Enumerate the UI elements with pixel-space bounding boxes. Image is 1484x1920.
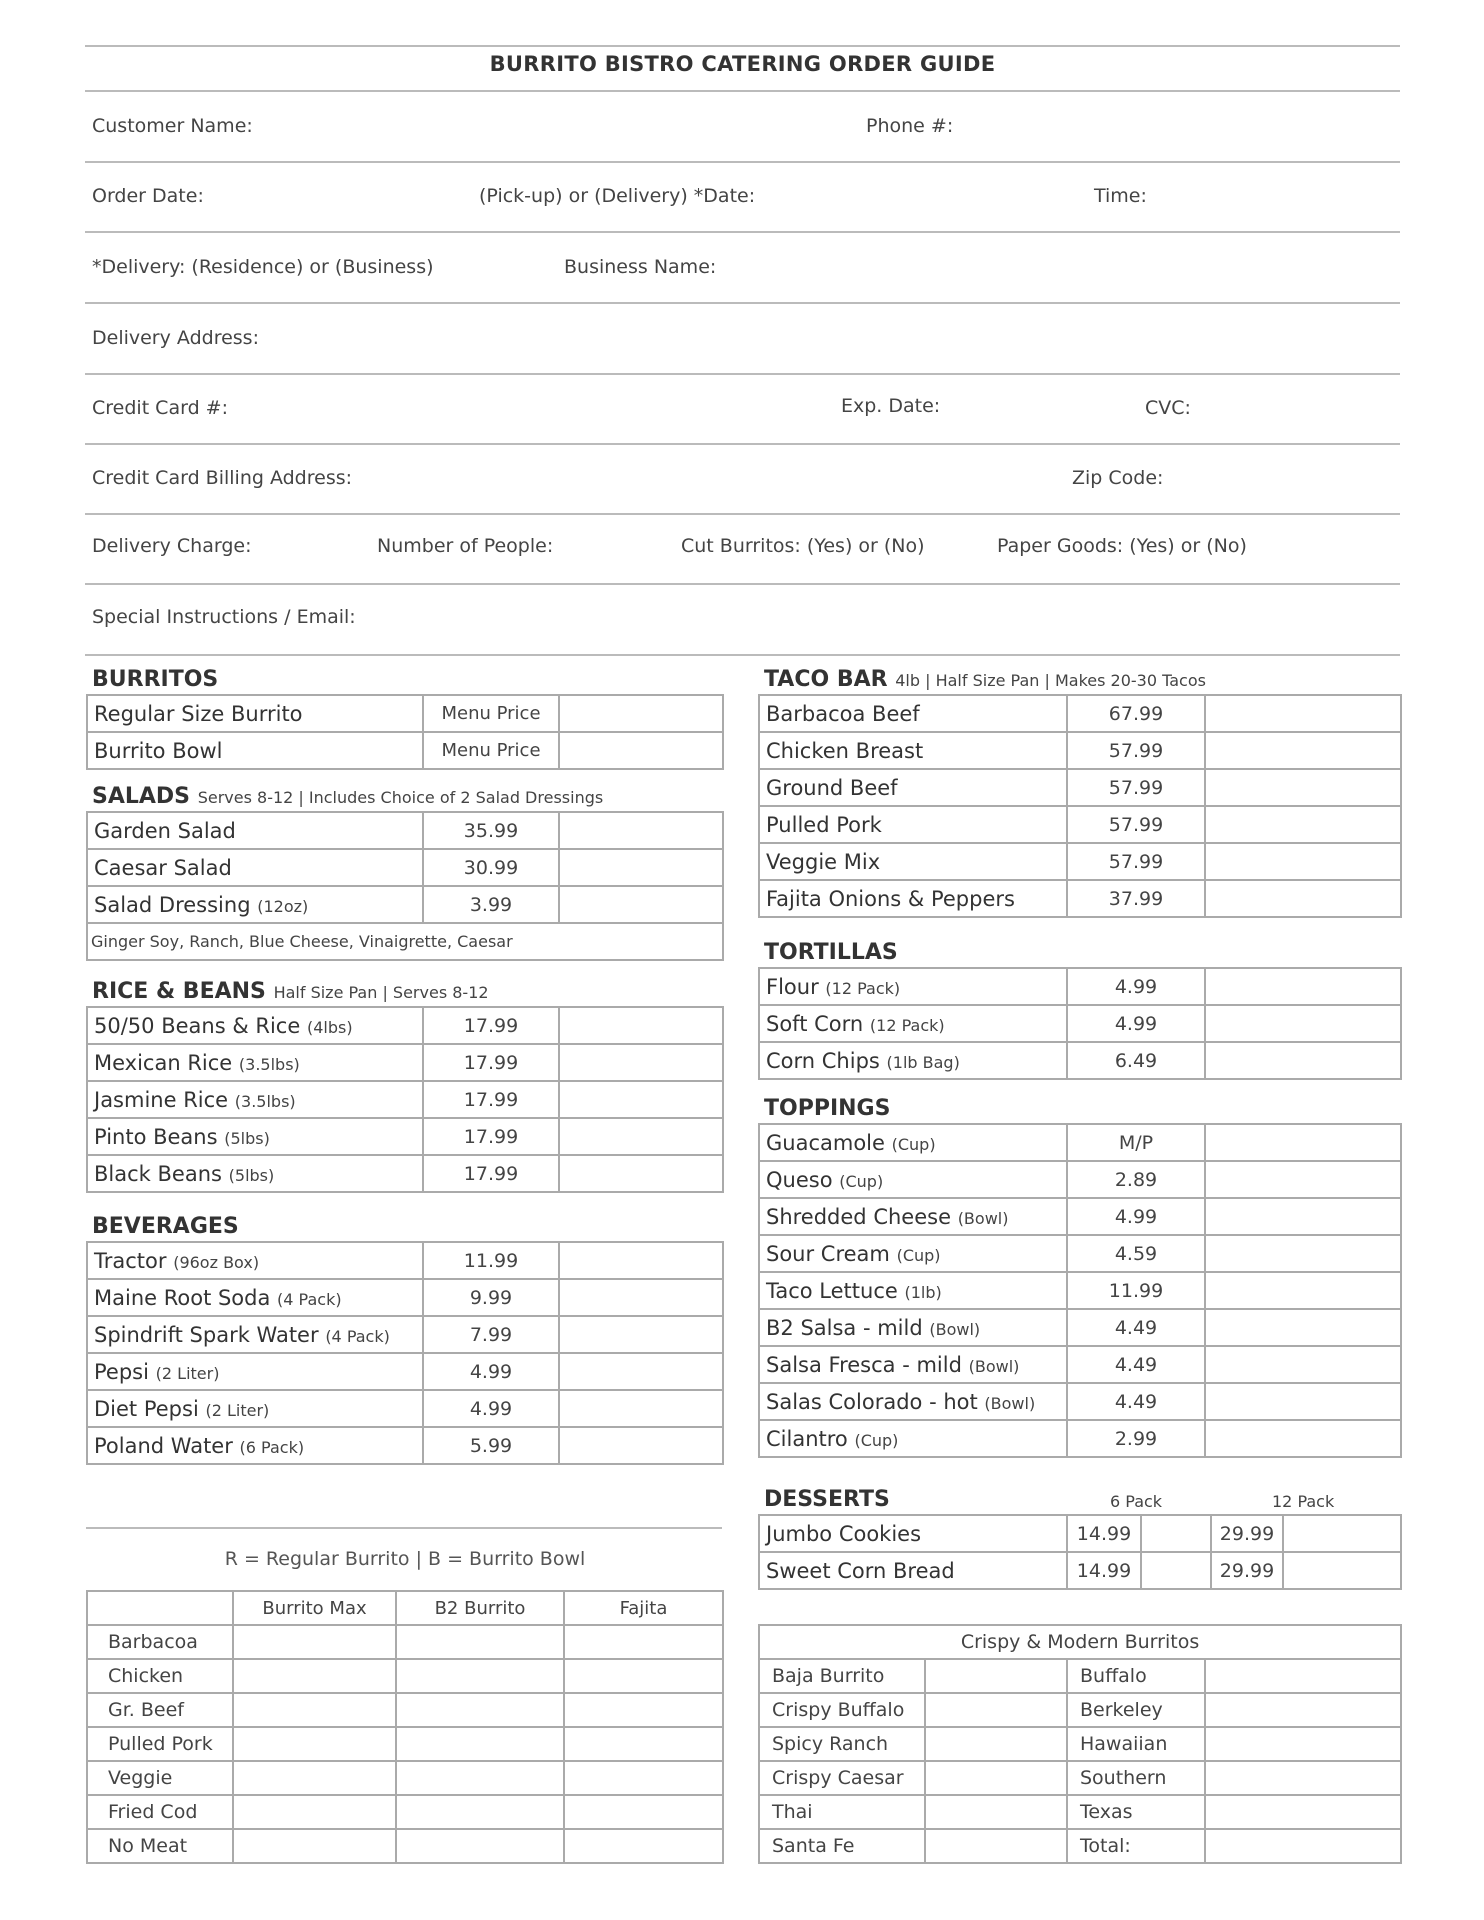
table-row: [87, 1795, 723, 1829]
taco-bar-table: [758, 694, 1402, 918]
item-name: Burrito Bowl: [87, 732, 423, 769]
item-price: 57.99: [1067, 843, 1205, 880]
item-name: Garden Salad: [87, 812, 423, 849]
item-name: Veggie Mix: [759, 843, 1067, 880]
quantity-cell[interactable]: [1205, 1761, 1401, 1795]
twelve-pack-price: 29.99: [1211, 1515, 1283, 1552]
item-price: 4.99: [423, 1390, 559, 1427]
item-price: 5.99: [423, 1427, 559, 1464]
quantity-cell[interactable]: [396, 1761, 564, 1795]
row-label: Gr. Beef: [87, 1693, 233, 1727]
item-price: 4.49: [1067, 1346, 1205, 1383]
item-name: Fajita Onions & Peppers: [759, 880, 1067, 917]
burrito-order-grid: [86, 1590, 724, 1864]
quantity-cell[interactable]: [1141, 1515, 1211, 1552]
quantity-cell[interactable]: [233, 1625, 396, 1659]
table-row: [759, 769, 1401, 806]
table-row: [759, 1383, 1401, 1420]
quantity-cell[interactable]: [396, 1727, 564, 1761]
table-row: [87, 1007, 723, 1044]
quantity-cell[interactable]: [1205, 1042, 1401, 1079]
quantity-cell[interactable]: [233, 1727, 396, 1761]
quantity-cell[interactable]: [396, 1795, 564, 1829]
item-price: 17.99: [423, 1044, 559, 1081]
quantity-cell[interactable]: [564, 1727, 723, 1761]
item-name: Chicken Breast: [759, 732, 1067, 769]
item-price: 4.59: [1067, 1235, 1205, 1272]
salads-table: [86, 811, 724, 961]
item-price: 3.99: [423, 886, 559, 923]
item-price: 57.99: [1067, 806, 1205, 843]
item-name: Regular Size Burrito: [87, 695, 423, 732]
quantity-cell[interactable]: [925, 1693, 1067, 1727]
desserts-section-title: DESSERTS: [764, 1487, 890, 1512]
burrito-name: Hawaiian: [1067, 1727, 1205, 1761]
six-pack-header: 6 Pack: [1110, 1492, 1163, 1511]
quantity-cell[interactable]: [559, 812, 723, 849]
table-row: [87, 695, 723, 732]
table-row: [759, 1124, 1401, 1161]
quantity-cell[interactable]: [396, 1625, 564, 1659]
row-label: Pulled Pork: [87, 1727, 233, 1761]
rule: [85, 654, 1400, 656]
table-row: [759, 1309, 1401, 1346]
burrito-name: Santa Fe: [759, 1829, 925, 1863]
item-name: Ground Beef: [759, 769, 1067, 806]
burrito-legend: R = Regular Burrito | B = Burrito Bowl: [224, 1548, 586, 1570]
item-name: Poland Water (6 Pack): [87, 1427, 423, 1464]
six-pack-price: 14.99: [1067, 1552, 1141, 1589]
item-price: 6.49: [1067, 1042, 1205, 1079]
table-row: [759, 1042, 1401, 1079]
item-name: Sour Cream (Cup): [759, 1235, 1067, 1272]
quantity-cell[interactable]: [1205, 1659, 1401, 1693]
quantity-cell[interactable]: [1205, 1005, 1401, 1042]
crispy-modern-title: Crispy & Modern Burritos: [759, 1625, 1401, 1659]
quantity-cell[interactable]: [559, 1390, 723, 1427]
quantity-cell[interactable]: [559, 1007, 723, 1044]
item-name: Soft Corn (12 Pack): [759, 1005, 1067, 1042]
beverages-section-title: BEVERAGES: [92, 1214, 239, 1239]
table-row: [759, 1161, 1401, 1198]
item-name: Maine Root Soda (4 Pack): [87, 1279, 423, 1316]
table-row: [87, 1693, 723, 1727]
zip-code-label: Zip Code:: [1072, 467, 1164, 489]
column-header: Burrito Max: [233, 1591, 396, 1625]
table-header-row: [759, 1625, 1401, 1659]
item-name: Jumbo Cookies: [759, 1515, 1067, 1552]
quantity-cell[interactable]: [564, 1693, 723, 1727]
rule: [85, 161, 1400, 163]
business-name-label: Business Name:: [564, 256, 717, 278]
table-row: [87, 886, 723, 923]
item-name: Pulled Pork: [759, 806, 1067, 843]
quantity-cell[interactable]: [559, 1081, 723, 1118]
table-row: [759, 968, 1401, 1005]
special-instructions-label: Special Instructions / Email:: [92, 606, 356, 628]
item-name: B2 Salsa - mild (Bowl): [759, 1309, 1067, 1346]
delivery-type-label: *Delivery: (Residence) or (Business): [92, 256, 434, 278]
customer-name-label: Customer Name:: [92, 115, 253, 137]
row-label: Veggie: [87, 1761, 233, 1795]
item-name: Guacamole (Cup): [759, 1124, 1067, 1161]
item-name: Taco Lettuce (1lb): [759, 1272, 1067, 1309]
dressings-note: Ginger Soy, Ranch, Blue Cheese, Vinaigrette, Caesar: [87, 923, 723, 960]
burrito-name: Buffalo: [1067, 1659, 1205, 1693]
item-price: 57.99: [1067, 732, 1205, 769]
burrito-name: Berkeley: [1067, 1693, 1205, 1727]
table-row: [87, 812, 723, 849]
table-row: [759, 1515, 1401, 1552]
paper-goods-label: Paper Goods: (Yes) or (No): [997, 535, 1247, 557]
item-price: 35.99: [423, 812, 559, 849]
pickup-delivery-date-label: (Pick-up) or (Delivery) *Date:: [479, 185, 756, 207]
item-price: 4.99: [1067, 968, 1205, 1005]
table-row: [759, 1005, 1401, 1042]
table-row: [759, 1235, 1401, 1272]
table-row: [87, 1118, 723, 1155]
item-price: Menu Price: [423, 695, 559, 732]
table-row: [87, 923, 723, 960]
rule: [85, 90, 1400, 92]
item-name: 50/50 Beans & Rice (4lbs): [87, 1007, 423, 1044]
quantity-cell[interactable]: [233, 1761, 396, 1795]
quantity-cell[interactable]: [559, 1155, 723, 1192]
quantity-cell[interactable]: [1205, 1346, 1401, 1383]
item-price: 17.99: [423, 1007, 559, 1044]
quantity-cell[interactable]: [1205, 1727, 1401, 1761]
taco-bar-section-title: TACO BAR 4lb | Half Size Pan | Makes 20-30 Tacos: [764, 667, 1206, 692]
item-name: Flour (12 Pack): [759, 968, 1067, 1005]
quantity-cell[interactable]: [925, 1761, 1067, 1795]
item-name: Barbacoa Beef: [759, 695, 1067, 732]
table-row: [759, 843, 1401, 880]
table-row: [759, 1761, 1401, 1795]
item-price: 57.99: [1067, 769, 1205, 806]
burrito-name: Southern: [1067, 1761, 1205, 1795]
quantity-cell[interactable]: [559, 849, 723, 886]
item-price: M/P: [1067, 1124, 1205, 1161]
total-cell[interactable]: [1205, 1829, 1401, 1863]
quantity-cell[interactable]: [559, 1279, 723, 1316]
quantity-cell[interactable]: [564, 1659, 723, 1693]
table-row: [87, 1727, 723, 1761]
delivery-address-label: Delivery Address:: [92, 327, 259, 349]
table-row: [87, 1081, 723, 1118]
quantity-cell[interactable]: [559, 1316, 723, 1353]
table-row: [759, 1346, 1401, 1383]
table-row: [87, 1044, 723, 1081]
item-name: Salsa Fresca - mild (Bowl): [759, 1346, 1067, 1383]
quantity-cell[interactable]: [564, 1761, 723, 1795]
item-price: 37.99: [1067, 880, 1205, 917]
billing-address-label: Credit Card Billing Address:: [92, 467, 353, 489]
header-blank: [87, 1591, 233, 1625]
rule: [85, 302, 1400, 304]
rule: [85, 443, 1400, 445]
table-row: [759, 806, 1401, 843]
item-name: Mexican Rice (3.5lbs): [87, 1044, 423, 1081]
phone-label: Phone #:: [866, 115, 954, 137]
table-row: [87, 1761, 723, 1795]
table-row: [87, 849, 723, 886]
item-price: 17.99: [423, 1118, 559, 1155]
table-row: [759, 695, 1401, 732]
quantity-cell[interactable]: [564, 1829, 723, 1863]
quantity-cell[interactable]: [1141, 1552, 1211, 1589]
quantity-cell[interactable]: [1205, 880, 1401, 917]
rice-beans-table: [86, 1006, 724, 1193]
item-price: 11.99: [1067, 1272, 1205, 1309]
item-price: 67.99: [1067, 695, 1205, 732]
quantity-cell[interactable]: [1205, 1383, 1401, 1420]
quantity-cell[interactable]: [1205, 1272, 1401, 1309]
item-price: 17.99: [423, 1155, 559, 1192]
quantity-cell[interactable]: [559, 1118, 723, 1155]
table-header-row: [87, 1591, 723, 1625]
item-name: Diet Pepsi (2 Liter): [87, 1390, 423, 1427]
quantity-cell[interactable]: [1205, 1420, 1401, 1457]
quantity-cell[interactable]: [559, 695, 723, 732]
rule: [85, 231, 1400, 233]
table-row: [87, 1427, 723, 1464]
crispy-modern-table: [758, 1624, 1402, 1864]
rule: [85, 373, 1400, 375]
cut-burritos-label: Cut Burritos: (Yes) or (No): [681, 535, 925, 557]
item-name: Black Beans (5lbs): [87, 1155, 423, 1192]
column-header: B2 Burrito: [396, 1591, 564, 1625]
item-price: Menu Price: [423, 732, 559, 769]
table-row: [87, 1316, 723, 1353]
number-of-people-label: Number of People:: [377, 535, 554, 557]
quantity-cell[interactable]: [1283, 1515, 1401, 1552]
quantity-cell[interactable]: [925, 1795, 1067, 1829]
table-row: [759, 1727, 1401, 1761]
quantity-cell[interactable]: [1205, 1198, 1401, 1235]
burrito-name: Spicy Ranch: [759, 1727, 925, 1761]
row-label: Chicken: [87, 1659, 233, 1693]
item-name: Jasmine Rice (3.5lbs): [87, 1081, 423, 1118]
table-row: [759, 880, 1401, 917]
burrito-name: Texas: [1067, 1795, 1205, 1829]
item-name: Tractor (96oz Box): [87, 1242, 423, 1279]
total-label: Total:: [1067, 1829, 1205, 1863]
toppings-section-title: TOPPINGS: [764, 1096, 891, 1121]
item-name: Corn Chips (1lb Bag): [759, 1042, 1067, 1079]
quantity-cell[interactable]: [1205, 1124, 1401, 1161]
item-price: 4.99: [1067, 1005, 1205, 1042]
quantity-cell[interactable]: [1205, 1795, 1401, 1829]
table-row: [759, 732, 1401, 769]
quantity-cell[interactable]: [396, 1659, 564, 1693]
toppings-table: [758, 1123, 1402, 1458]
item-price: 9.99: [423, 1279, 559, 1316]
quantity-cell[interactable]: [1205, 1235, 1401, 1272]
item-price: 4.49: [1067, 1309, 1205, 1346]
rule: [85, 513, 1400, 515]
item-price: 4.99: [423, 1353, 559, 1390]
quantity-cell[interactable]: [559, 1044, 723, 1081]
item-name: Pinto Beans (5lbs): [87, 1118, 423, 1155]
quantity-cell[interactable]: [1205, 695, 1401, 732]
rice-beans-section-title: RICE & BEANS Half Size Pan | Serves 8-12: [92, 979, 489, 1004]
table-row: [87, 1242, 723, 1279]
delivery-charge-label: Delivery Charge:: [92, 535, 252, 557]
table-row: [87, 1659, 723, 1693]
quantity-cell[interactable]: [925, 1829, 1067, 1863]
quantity-cell[interactable]: [559, 886, 723, 923]
table-row: [87, 1155, 723, 1192]
table-row: [759, 1272, 1401, 1309]
item-price: 4.99: [1067, 1198, 1205, 1235]
burrito-name: Crispy Buffalo: [759, 1693, 925, 1727]
quantity-cell[interactable]: [1205, 732, 1401, 769]
quantity-cell[interactable]: [233, 1659, 396, 1693]
table-row: [759, 1693, 1401, 1727]
item-price: 4.49: [1067, 1383, 1205, 1420]
quantity-cell[interactable]: [396, 1829, 564, 1863]
item-name: Spindrift Spark Water (4 Pack): [87, 1316, 423, 1353]
beverages-table: [86, 1241, 724, 1465]
burritos-section-title: BURRITOS: [92, 667, 219, 692]
item-price: 2.99: [1067, 1420, 1205, 1457]
burrito-name: Baja Burrito: [759, 1659, 925, 1693]
column-header: Fajita: [564, 1591, 723, 1625]
quantity-cell[interactable]: [1205, 769, 1401, 806]
table-row: [759, 1420, 1401, 1457]
quantity-cell[interactable]: [1205, 843, 1401, 880]
burrito-name: Crispy Caesar: [759, 1761, 925, 1795]
row-label: Fried Cod: [87, 1795, 233, 1829]
table-row: [759, 1795, 1401, 1829]
quantity-cell[interactable]: [559, 1353, 723, 1390]
item-name: Salad Dressing (12oz): [87, 886, 423, 923]
quantity-cell[interactable]: [1205, 1161, 1401, 1198]
quantity-cell[interactable]: [233, 1829, 396, 1863]
time-label: Time:: [1094, 185, 1147, 207]
quantity-cell[interactable]: [925, 1727, 1067, 1761]
item-price: 7.99: [423, 1316, 559, 1353]
table-row: [87, 1390, 723, 1427]
quantity-cell[interactable]: [396, 1693, 564, 1727]
twelve-pack-header: 12 Pack: [1272, 1492, 1335, 1511]
table-row: [759, 1829, 1401, 1863]
table-row: [87, 1279, 723, 1316]
quantity-cell[interactable]: [559, 1427, 723, 1464]
table-row: [87, 1829, 723, 1863]
quantity-cell[interactable]: [564, 1795, 723, 1829]
table-row: [87, 1625, 723, 1659]
quantity-cell[interactable]: [1205, 968, 1401, 1005]
page-title: BURRITO BISTRO CATERING ORDER GUIDE: [489, 52, 996, 76]
item-name: Shredded Cheese (Bowl): [759, 1198, 1067, 1235]
order-date-label: Order Date:: [92, 185, 204, 207]
burritos-table: [86, 694, 724, 770]
quantity-cell[interactable]: [559, 732, 723, 769]
row-label: Barbacoa: [87, 1625, 233, 1659]
top-rule: [85, 45, 1400, 47]
six-pack-price: 14.99: [1067, 1515, 1141, 1552]
legend-rule: [86, 1527, 722, 1529]
quantity-cell[interactable]: [1205, 1309, 1401, 1346]
item-name: Sweet Corn Bread: [759, 1552, 1067, 1589]
twelve-pack-price: 29.99: [1211, 1552, 1283, 1589]
item-price: 17.99: [423, 1081, 559, 1118]
item-name: Salas Colorado - hot (Bowl): [759, 1383, 1067, 1420]
table-row: [759, 1198, 1401, 1235]
item-name: Queso (Cup): [759, 1161, 1067, 1198]
table-row: [759, 1659, 1401, 1693]
tortillas-table: [758, 967, 1402, 1080]
cvc-label: CVC:: [1145, 397, 1191, 419]
tortillas-section-title: TORTILLAS: [764, 940, 898, 965]
quantity-cell[interactable]: [559, 1242, 723, 1279]
desserts-table: [758, 1514, 1402, 1590]
item-price: 11.99: [423, 1242, 559, 1279]
item-price: 2.89: [1067, 1161, 1205, 1198]
quantity-cell[interactable]: [1205, 1693, 1401, 1727]
exp-date-label: Exp. Date:: [841, 395, 941, 417]
rule: [85, 583, 1400, 585]
salads-section-title: SALADS Serves 8-12 | Includes Choice of 2 Salad Dressings: [92, 784, 604, 809]
row-label: No Meat: [87, 1829, 233, 1863]
quantity-cell[interactable]: [925, 1659, 1067, 1693]
item-price: 30.99: [423, 849, 559, 886]
quantity-cell[interactable]: [233, 1795, 396, 1829]
table-row: [87, 732, 723, 769]
item-name: Caesar Salad: [87, 849, 423, 886]
item-name: Cilantro (Cup): [759, 1420, 1067, 1457]
quantity-cell[interactable]: [564, 1625, 723, 1659]
table-row: [87, 1353, 723, 1390]
quantity-cell[interactable]: [1205, 806, 1401, 843]
quantity-cell[interactable]: [233, 1693, 396, 1727]
quantity-cell[interactable]: [1283, 1552, 1401, 1589]
table-row: [759, 1552, 1401, 1589]
burrito-name: Thai: [759, 1795, 925, 1829]
item-name: Pepsi (2 Liter): [87, 1353, 423, 1390]
credit-card-label: Credit Card #:: [92, 397, 228, 419]
